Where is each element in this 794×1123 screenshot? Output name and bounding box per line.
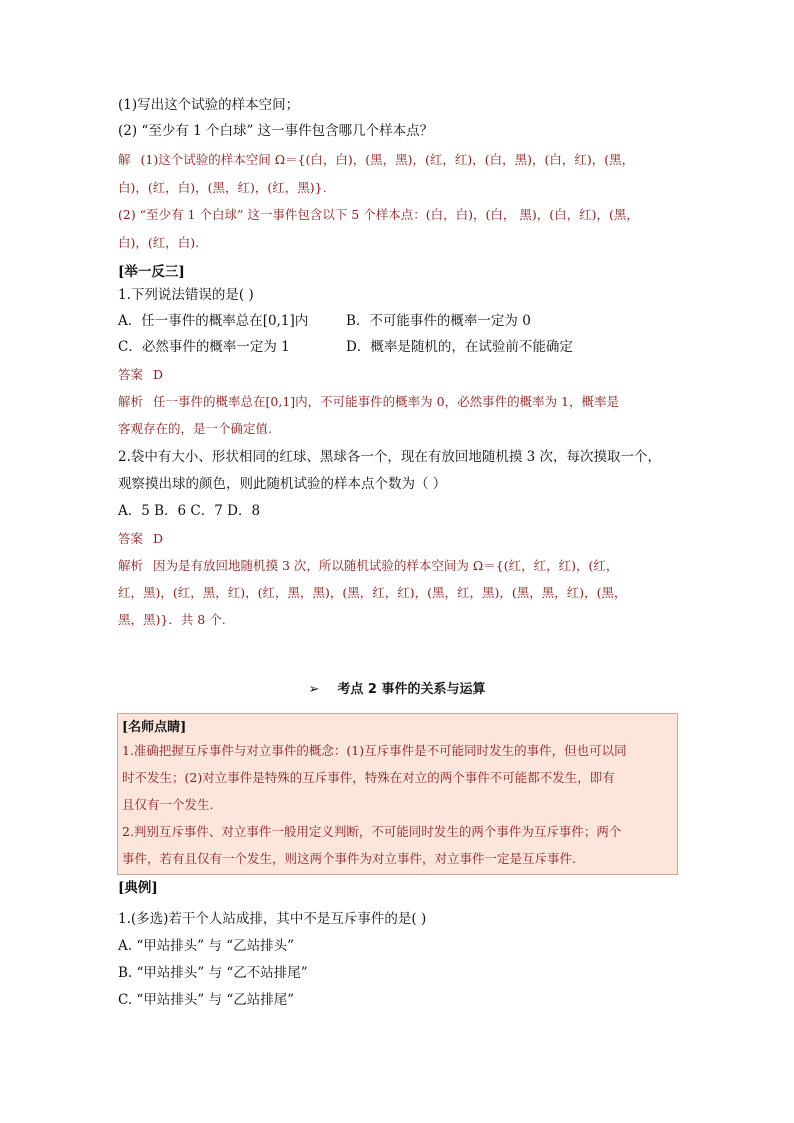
option-row [118,336,688,358]
practice-question-1: 1.下列说法错误的是( ) [118,287,254,303]
solution-label: 解 [118,152,131,167]
tips-title: [名师点睛] [122,720,187,735]
analysis-line: 红，黑)，(红，黑，红)，(红，黑，黑)，(黑，红，红)，(黑，红，黑)，(黑，黑，红)，(黑， [118,585,627,600]
typical-header: [典例] [118,880,158,896]
option-d: D．概率是随机的，在试验前不能确定 [346,339,573,355]
answer-value: D [153,367,164,382]
analysis-line [118,391,688,413]
tips-line: 且仅有一个发生. [122,797,214,812]
solution-line: (2) “至少有 1 个白球” 这一事件包含以下 5 个样本点：(白，白)，(白， 黑)，(白，红)，(黑， [118,207,639,222]
tips-line: 1.准确把握互斥事件与对立事件的概念：(1)互斥事件是不可能同时发生的事件，但也可以同 [122,743,627,758]
solution-line [118,149,688,171]
question-part-1: (1)写出这个试验的样本空间； [118,97,300,113]
option-row [118,310,688,332]
tips-box [117,713,678,875]
option-c: C. “甲站排头” 与 “乙站排尾” [118,992,295,1008]
option-c: C．必然事件的概率一定为 1 [118,339,290,355]
section-heading [0,678,794,697]
practice-question-2: 2.袋中有大小、形状相同的红球、黑球各一个，现在有放回地随机摸 3 次，每次摸取一个， [118,449,662,465]
option-a: A．任一事件的概率总在[0,1]内 [118,313,309,329]
solution-line: 白)，(红，白)，(黑，红)，(红，黑)}. [118,180,327,195]
tips-line: 事件，若有且仅有一个发生，则这两个事件为对立事件，对立事件一定是互斥事件. [122,851,576,866]
tips-line: 2.判别互斥事件、对立事件一般用定义判断，不可能同时发生的两个事件为互斥事件；两个 [122,824,622,839]
option-row: A．5 B．6 C．7 D．8 [118,503,261,519]
tips-line: 时不发生；(2)对立事件是特殊的互斥事件，特殊在对立的两个事件不可能都不发生，即有 [122,770,615,785]
solution-text: (1)这个试验的样本空间 Ω＝{(白，白)，(黑，黑)，(红，红)，(白，黑)，(白，红)，(黑， [140,152,635,167]
analysis-line: 客观存在的，是一个确定值. [118,421,272,436]
question-part-2: (2) “至少有 1 个白球” 这一事件包含哪几个样本点？ [118,123,434,139]
analysis-text: 因为是有放回地随机摸 3 次，所以随机试验的样本空间为 Ω＝{(红，红，红)，(红， [153,558,619,573]
practice-header: [举一反三] [118,264,185,280]
section-title: 考点 2 事件的关系与运算 [337,682,486,697]
arrow-icon: ➢ [308,682,320,697]
analysis-line: 黑，黑)}．共 8 个. [118,612,226,627]
practice-question-2: 观察摸出球的颜色，则此随机试验的样本点个数为（ ） [118,476,447,492]
answer-label: 答案 [118,531,144,546]
solution-line: 白)，(红，白). [118,235,200,250]
answer-value: D [153,531,164,546]
analysis-label: 解析 [118,394,144,409]
answer-line [118,364,688,386]
analysis-line [118,555,688,577]
answer-label: 答案 [118,367,144,382]
answer-line [118,528,688,550]
option-b: B．不可能事件的概率一定为 0 [346,313,531,329]
typical-question: 1.(多选)若干个人站成排，其中不是互斥事件的是( ) [118,911,427,927]
option-b: B. “甲站排头” 与 “乙不站排尾” [118,965,308,981]
analysis-text: 任一事件的概率总在[0,1]内，不可能事件的概率为 0，必然事件的概率为 1，概率是 [153,394,620,409]
option-a: A. “甲站排头” 与 “乙站排头” [118,938,295,954]
analysis-label: 解析 [118,558,144,573]
